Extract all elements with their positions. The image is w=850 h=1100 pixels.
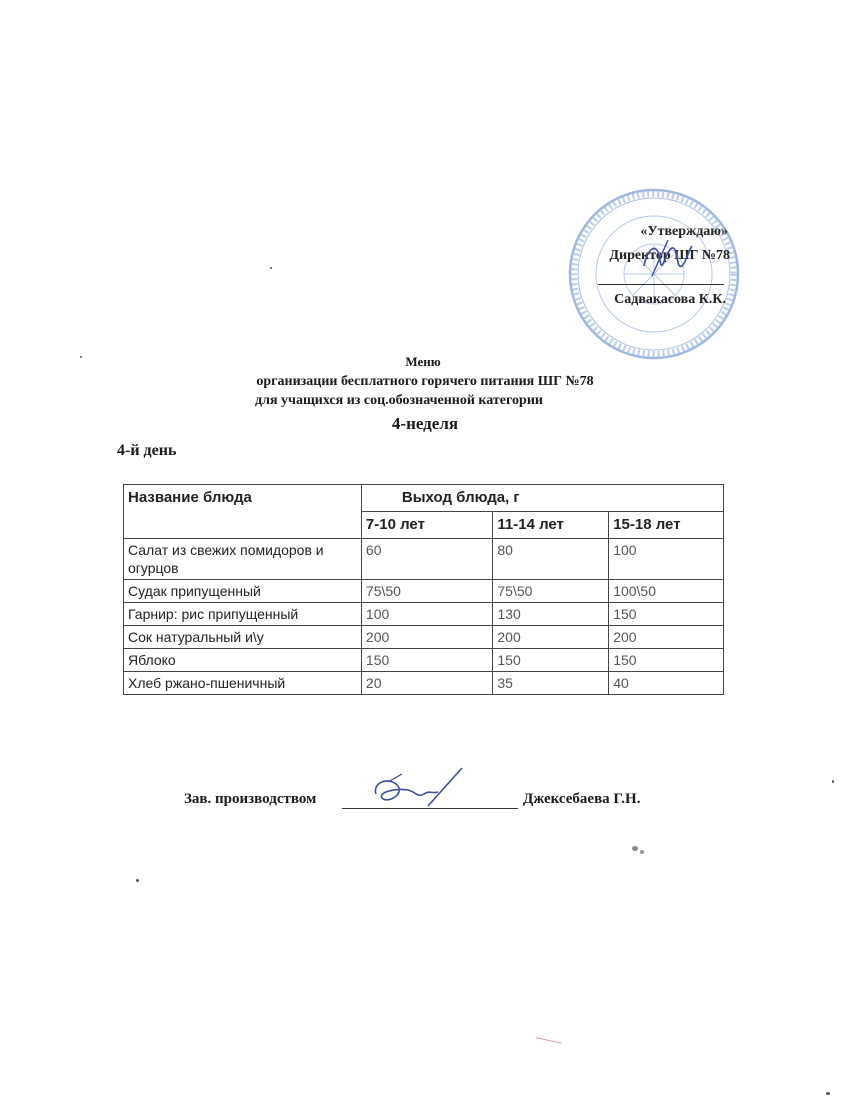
dish-name: Салат из свежих помидоров и огурцов (124, 539, 362, 580)
portion-value: 80 (493, 539, 609, 580)
day-label: 4-й день (117, 442, 177, 459)
week-label: 4-неделя (391, 414, 459, 433)
dish-name: Хлеб ржано-пшеничный (124, 672, 362, 695)
signature-label: Зав. производством (184, 791, 317, 807)
portion-value: 200 (609, 626, 724, 649)
portion-value: 75\50 (493, 580, 609, 603)
portion-value: 130 (493, 603, 609, 626)
portion-value: 150 (361, 649, 492, 672)
menu-table (123, 484, 724, 695)
director-name: Садвакасова К.К. (614, 292, 726, 307)
signature-line (342, 808, 518, 809)
scan-speck (80, 356, 82, 358)
portion-value: 40 (609, 672, 724, 695)
age-group-header: 15-18 лет (609, 512, 724, 539)
portion-value: 200 (361, 626, 492, 649)
portion-value: 150 (609, 603, 724, 626)
table-row (124, 580, 724, 603)
document-heading: Меню (405, 354, 441, 369)
portion-value: 150 (493, 649, 609, 672)
production-manager-name: Джексебаева Г.Н. (523, 791, 641, 807)
age-group-header: 11-14 лет (493, 512, 609, 539)
dish-name: Судак припущенный (124, 580, 362, 603)
director-position: Директор ШГ №78 (609, 248, 730, 263)
portion-value: 75\50 (361, 580, 492, 603)
table-row (124, 603, 724, 626)
portion-value: 100 (361, 603, 492, 626)
dish-name: Гарнир: рис припущенный (124, 603, 362, 626)
portion-value: 60 (361, 539, 492, 580)
dish-name: Сок натуральный и\у (124, 626, 362, 649)
scan-speck (826, 1092, 830, 1095)
document-subtitle-1: организации бесплатного горячего питания ШГ №78 (256, 374, 594, 389)
table-row (124, 649, 724, 672)
scan-speck (136, 879, 139, 882)
table-row (124, 672, 724, 695)
portion-value: 100\50 (609, 580, 724, 603)
director-signature (638, 236, 696, 284)
document-subtitle-2: для учащихся из соц.обозначенной категории (255, 393, 543, 408)
dish-name: Яблоко (124, 649, 362, 672)
scan-speck (640, 850, 644, 854)
table-row (124, 539, 724, 580)
approval-underline (598, 284, 724, 285)
table-row (124, 626, 724, 649)
age-group-header: 7-10 лет (361, 512, 492, 539)
portion-value: 35 (493, 672, 609, 695)
portion-value: 150 (609, 649, 724, 672)
scan-mark (536, 1037, 562, 1043)
scan-speck (832, 780, 834, 783)
header-output: Выход блюда, г (361, 485, 723, 512)
portion-value: 20 (361, 672, 492, 695)
production-manager-signature (368, 764, 470, 810)
table-header-row (124, 485, 724, 512)
scan-speck (270, 267, 272, 269)
portion-value: 200 (493, 626, 609, 649)
header-dish-name: Название блюда (124, 485, 362, 539)
scan-speck (632, 846, 638, 851)
approval-label: «Утверждаю» (640, 224, 728, 239)
portion-value: 100 (609, 539, 724, 580)
